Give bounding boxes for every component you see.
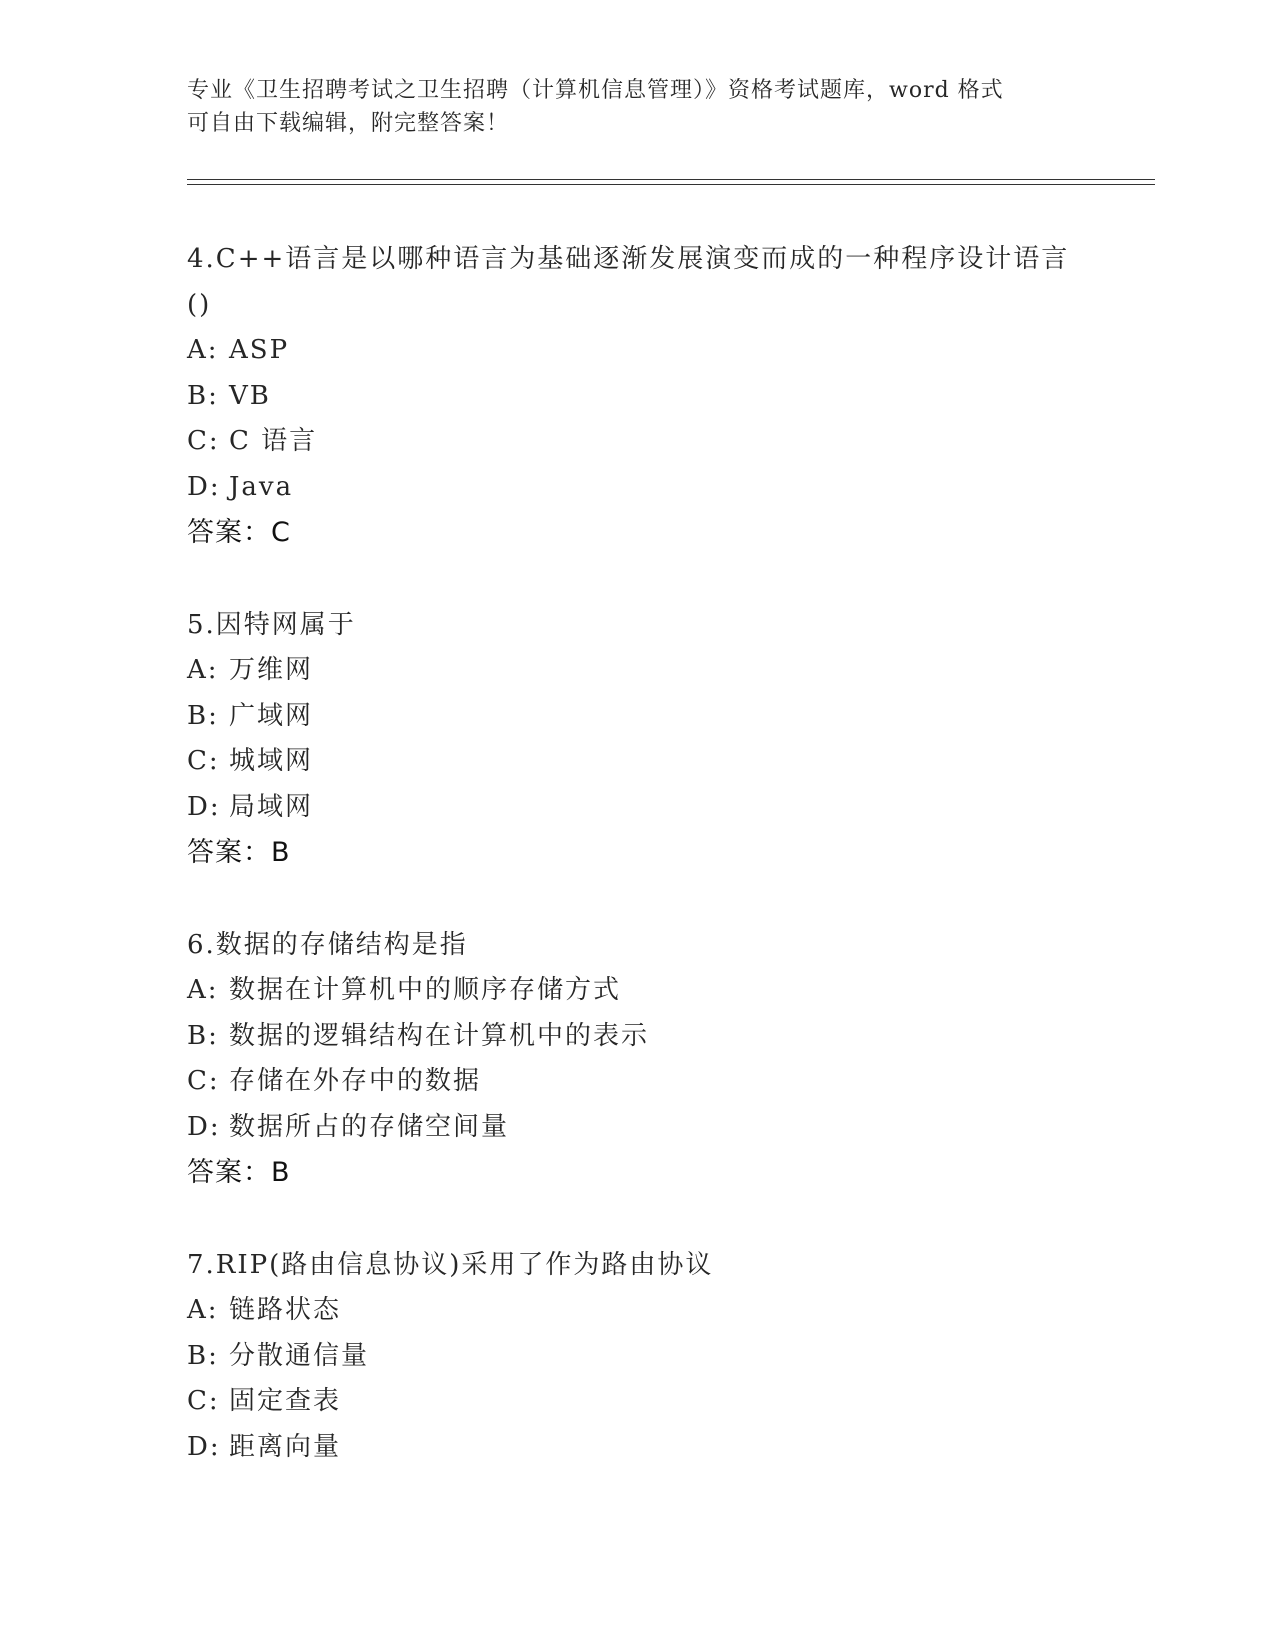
option-c [187, 1379, 1087, 1425]
option-text: 分散通信量 [229, 1340, 370, 1371]
question-stem: 7.RIP(路由信息协议)采用了作为路由协议 [187, 1250, 714, 1280]
header-rule-bottom [187, 184, 1155, 185]
answer-line: 答案：B [187, 1157, 291, 1188]
answer-line: 答案：B [187, 837, 291, 868]
option-letter: C: [187, 1386, 220, 1416]
option-letter: C: [187, 1066, 220, 1096]
option-text: VB [229, 380, 271, 411]
option-c [187, 739, 1087, 785]
option-d [187, 1105, 1087, 1151]
question-stem: 5.因特网属于 [187, 610, 356, 640]
option-a [187, 328, 1087, 374]
option-a [187, 1288, 1087, 1334]
option-c [187, 419, 1087, 465]
option-letter: A: [187, 975, 219, 1005]
header-line-2: 可自由下载编辑，附完整答案！ [187, 111, 510, 136]
option-text: 存储在外存中的数据 [229, 1066, 482, 1096]
question-5 [187, 602, 1087, 876]
option-letter: D: [187, 791, 221, 822]
option-letter: A: [187, 655, 219, 685]
option-letter: D: [187, 471, 221, 502]
question-list [187, 236, 1087, 1516]
option-letter: C: [187, 746, 220, 776]
header-line-1: 专业《卫生招聘考试之卫生招聘（计算机信息管理）》资格考试题库，word 格式 [187, 78, 1004, 103]
option-d [187, 785, 1087, 831]
option-d [187, 1425, 1087, 1471]
option-text: Java [229, 471, 294, 502]
option-letter: C: [187, 426, 220, 456]
option-text: C 语言 [229, 426, 318, 456]
option-a [187, 968, 1087, 1014]
option-letter: A: [187, 335, 219, 365]
option-text: ASP [229, 335, 290, 365]
header-rule-top [187, 179, 1155, 180]
option-a [187, 648, 1087, 694]
option-b [187, 1014, 1087, 1060]
question-stem: 6.数据的存储结构是指 [187, 930, 468, 960]
option-text: 城域网 [229, 746, 314, 776]
answer-line: 答案：C [187, 517, 291, 548]
option-c [187, 1059, 1087, 1105]
option-text: 数据所占的存储空间量 [229, 1111, 510, 1142]
question-stem-continued: () [187, 290, 212, 320]
question-6 [187, 922, 1087, 1196]
option-d [187, 465, 1087, 511]
document-header [187, 74, 1087, 140]
option-letter: B: [187, 380, 219, 411]
option-b [187, 1334, 1087, 1380]
option-text: 万维网 [229, 655, 314, 685]
option-letter: D: [187, 1431, 221, 1462]
option-text: 距离向量 [229, 1431, 342, 1462]
option-letter: D: [187, 1111, 221, 1142]
option-text: 局域网 [229, 791, 314, 822]
option-letter: A: [187, 1295, 219, 1325]
option-text: 数据在计算机中的顺序存储方式 [229, 975, 622, 1005]
option-text: 链路状态 [229, 1295, 342, 1325]
option-text: 广域网 [229, 700, 314, 731]
question-stem: 4.C++语言是以哪种语言为基础逐渐发展演变而成的一种程序设计语言 [187, 244, 1070, 274]
option-b [187, 374, 1087, 420]
question-7 [187, 1242, 1087, 1470]
option-text: 固定查表 [229, 1386, 342, 1416]
option-letter: B: [187, 700, 219, 731]
question-4 [187, 236, 1087, 556]
option-letter: B: [187, 1340, 219, 1371]
option-text: 数据的逻辑结构在计算机中的表示 [229, 1020, 650, 1051]
option-b [187, 694, 1087, 740]
option-letter: B: [187, 1020, 219, 1051]
